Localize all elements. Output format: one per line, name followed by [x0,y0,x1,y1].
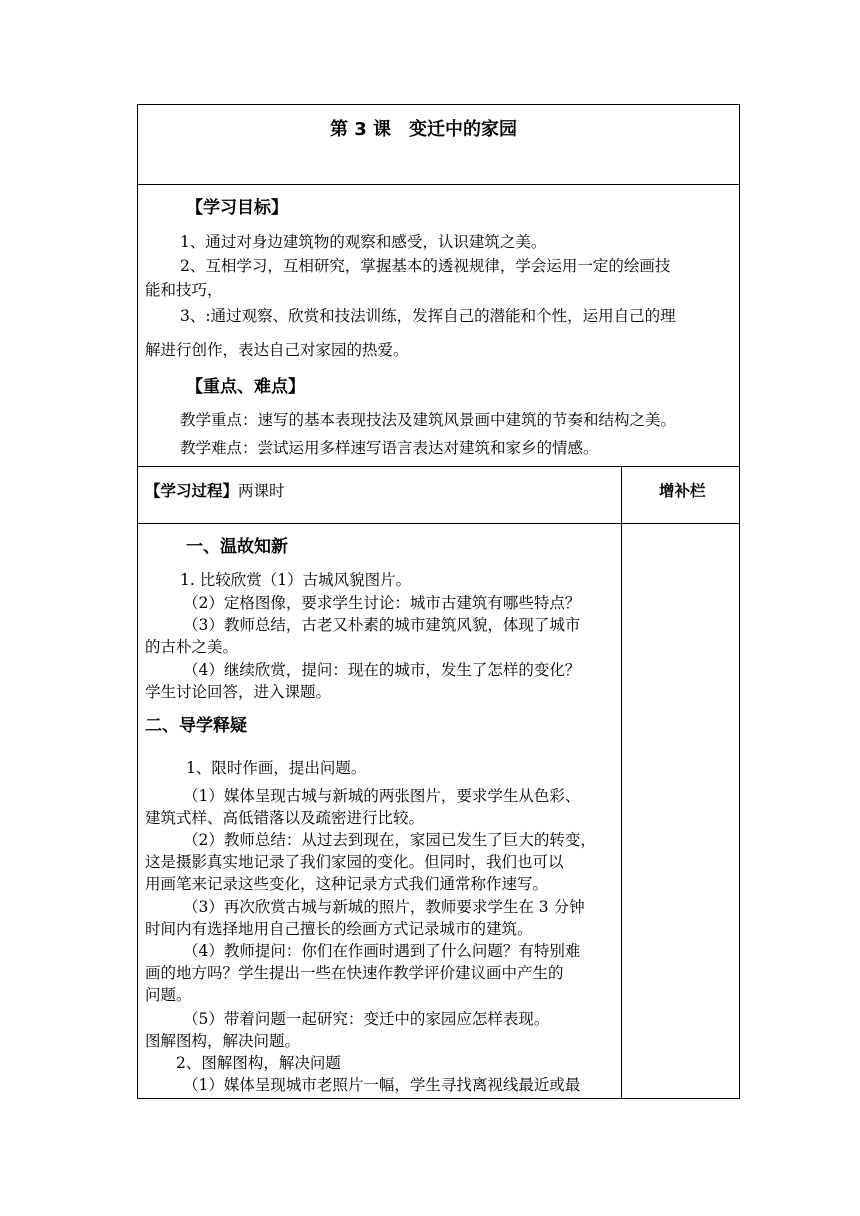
section2-line: 画的地方吗？学生提出一些在快速作教学评价建议画中产生的 [145,964,564,982]
process-heading-duration: 两课时 [238,482,285,500]
section2-line: （2）教师总结：从过去到现在，家园已发生了巨大的转变， [183,831,596,849]
objective-line: 解进行创作，表达自己对家园的热爱。 [145,341,409,359]
section2-line: 1、限时作画，提出问题。 [186,759,367,777]
process-heading [145,481,285,501]
section2-line: 时间内有选择地用自己擅长的绘画方式记录城市的建筑。 [145,920,533,938]
page-title: 第 3 课 变迁中的家园 [330,119,518,140]
section2-line: （3）再次欣赏古城与新城的照片，教师要求学生在 3 分钟 [183,898,585,916]
section2-line: 用画笔来记录这些变化，这种记录方式我们通常称作速写。 [145,875,549,893]
section1-line: （2）定格图像，要求学生讨论：城市古建筑有哪些特点？ [183,594,581,612]
objective-line: 能和技巧， [145,281,223,299]
section1-heading: 一、温故知新 [186,537,288,557]
section1-line: （3）教师总结，古老又朴素的城市建筑风貌，体现了城市 [183,616,581,634]
section1-line: （4）继续欣赏，提问：现在的城市，发生了怎样的变化？ [183,661,581,679]
objective-line: 2、互相学习，互相研究，掌握基本的透视规律，学会运用一定的绘画技 [180,257,671,275]
objective-line: 1、通过对身边建筑物的观察和感受，认识建筑之美。 [180,233,547,251]
section2-line: （1）媒体呈现城市老照片一幅，学生寻找离视线最近或最 [183,1076,581,1094]
section2-heading: 二、导学释疑 [145,716,247,736]
row-divider [138,523,739,524]
column-divider [621,466,622,1098]
objectives-heading: 【学习目标】 [186,198,288,218]
keypoint-line: 教学重点：速写的基本表现技法及建筑风景画中建筑的节奏和结构之美。 [180,411,677,429]
section2-line: 图解图构，解决问题。 [145,1032,301,1050]
section2-line: （5）带着问题一起研究：变迁中的家园应怎样表现。 [183,1010,550,1028]
keypoints-heading: 【重点、难点】 [186,377,305,397]
section2-line: （4）教师提问：你们在作画时遇到了什么问题？有特别难 [183,942,581,960]
sidebar-heading: 增补栏 [659,482,706,500]
section2-line: 问题。 [145,986,192,1004]
section1-line: 的古朴之美。 [145,638,239,656]
objective-line: 3、:通过观察、欣赏和技法训练，发挥自己的潜能和个性，运用自己的理 [180,307,676,325]
section2-line: 建筑式样、高低错落以及疏密进行比较。 [145,809,425,827]
section1-line: 学生讨论回答，进入课题。 [145,683,332,701]
section2-line: （1）媒体呈现古城与新城的两张图片，要求学生从色彩、 [183,787,581,805]
section2-line: 这是摄影真实地记录了我们家园的变化。但同时，我们也可以 [145,853,564,871]
row-divider [138,184,739,185]
process-heading-label: 【学习过程】 [145,482,239,500]
section2-line: 2、图解图构，解决问题 [176,1054,341,1072]
row-divider [138,466,739,467]
keypoint-line: 教学难点：尝试运用多样速写语言表达对建筑和家乡的情感。 [180,439,599,457]
section1-line: 1. 比较欣赏（1）古城风貌图片。 [180,571,412,589]
